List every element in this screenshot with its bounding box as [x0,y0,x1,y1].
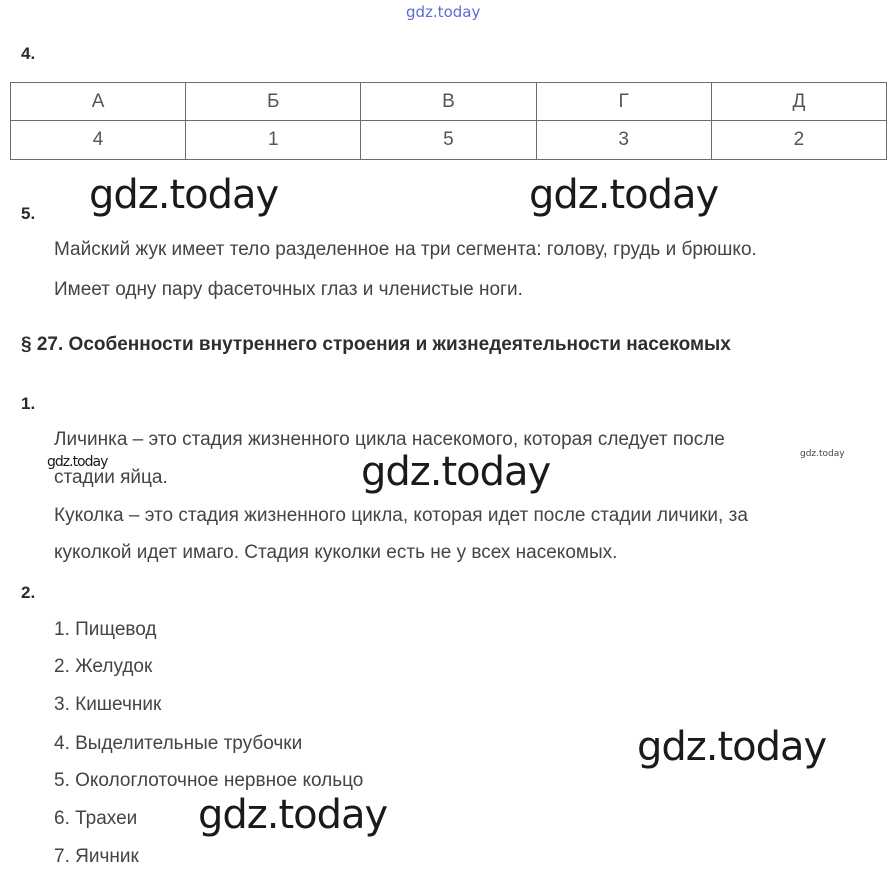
list-item: 3. Кишечник [54,694,162,715]
table-row [11,121,887,160]
section-heading: § 27. Особенности внутреннего строения и жизнедеятельности насекомых [21,334,731,355]
table-cell: 2 [711,121,886,160]
task5-line-1: Майский жук имеет тело разделенное на три сегмента: голову, грудь и брюшко. [54,239,757,260]
watermark-top: gdz.today [406,3,481,21]
list-item: 2. Желудок [54,656,153,677]
table-header-cell: А [11,83,186,121]
watermark-tiny-1: gdz.today [800,449,845,459]
watermark-big-1: gdz.today [89,172,279,218]
table-cell: 4 [11,121,186,160]
list-item: 6. Трахеи [54,808,138,829]
task5-number: 5. [21,204,36,223]
table-header-cell: Б [186,83,361,121]
question1-line-4: куколкой идет имаго. Стадия куколки есть не у всех насекомых. [54,542,618,563]
list-item: 5. Окологлоточное нервное кольцо [54,770,364,791]
task4-number: 4. [21,44,36,63]
question2-number: 2. [21,583,36,602]
watermark-big-3: gdz.today [361,449,551,495]
question1-line-3: Куколка – это стадия жизненного цикла, которая идет после стадии личики, за [54,505,748,526]
watermark-small-1: gdz.today [47,454,108,470]
task5-line-2: Имеет одну пару фасеточных глаз и членистые ноги. [54,279,523,300]
table-cell: 1 [186,121,361,160]
table-cell: 5 [361,121,536,160]
list-item: 1. Пищевод [54,619,157,640]
question1-number: 1. [21,394,36,413]
table-header-cell: Г [536,83,711,121]
question1-line-2: стадии яйца. [54,467,168,488]
table-cell: 3 [536,121,711,160]
list-item: 7. Яичник [54,846,139,867]
watermark-big-4: gdz.today [637,724,827,770]
table-header-row [11,83,887,121]
question1-line-1: Личинка – это стадия жизненного цикла насекомого, которая следует после [54,429,725,450]
watermark-big-5: gdz.today [198,792,388,838]
answer-table [10,82,887,160]
table-header-cell: В [361,83,536,121]
table-header-cell: Д [711,83,886,121]
list-item: 4. Выделительные трубочки [54,733,303,754]
watermark-big-2: gdz.today [529,172,719,218]
